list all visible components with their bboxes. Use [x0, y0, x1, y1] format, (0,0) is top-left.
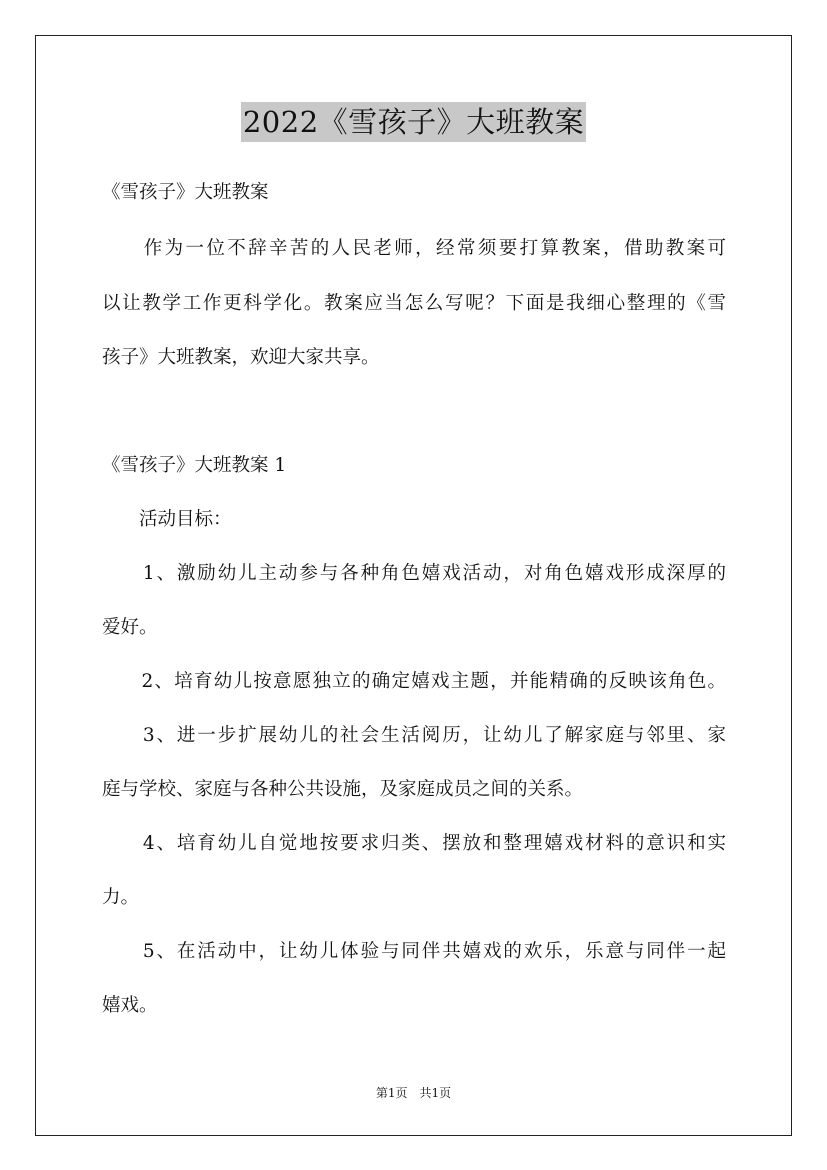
objective-3-line-1: 3、进一步扩展幼儿的社会生活阅历，让幼儿了解家庭与邻里、家 — [102, 725, 726, 746]
objective-2-line-1: 2、培育幼儿按意愿独立的确定嬉戏主题，并能精确的反映该角色。 — [102, 671, 726, 692]
document-title: 2022《雪孩子》大班教案 — [241, 102, 586, 142]
intro-line-3: 孩子》大班教案，欢迎大家共享。 — [102, 347, 380, 368]
objective-4-line-2: 力。 — [102, 887, 140, 908]
page-footer: 第1页 共1页 — [375, 1086, 452, 1100]
intro-line-1: 作为一位不辞辛苦的人民老师，经常须要打算教案，借助教案可 — [102, 238, 726, 259]
objectives-heading: 活动目标： — [102, 509, 232, 530]
objective-1-line-2: 爱好。 — [102, 617, 158, 638]
objective-5-line-2: 嬉戏。 — [102, 995, 158, 1016]
subtitle: 《雪孩子》大班教案 — [102, 182, 269, 203]
intro-line-2: 以让教学工作更科学化。教案应当怎么写呢？下面是我细心整理的《雪 — [102, 293, 726, 314]
section-title: 《雪孩子》大班教案 1 — [102, 455, 287, 476]
objective-4-line-1: 4、培育幼儿自觉地按要求归类、摆放和整理嬉戏材料的意识和实 — [102, 833, 726, 854]
title-container — [0, 102, 827, 142]
objective-5-line-1: 5、在活动中，让幼儿体验与同伴共嬉戏的欢乐，乐意与同伴一起 — [102, 941, 726, 962]
objective-3-line-2: 庭与学校、家庭与各种公共设施，及家庭成员之间的关系。 — [102, 779, 584, 800]
objective-1-line-1: 1、激励幼儿主动参与各种角色嬉戏活动，对角色嬉戏形成深厚的 — [102, 563, 726, 584]
